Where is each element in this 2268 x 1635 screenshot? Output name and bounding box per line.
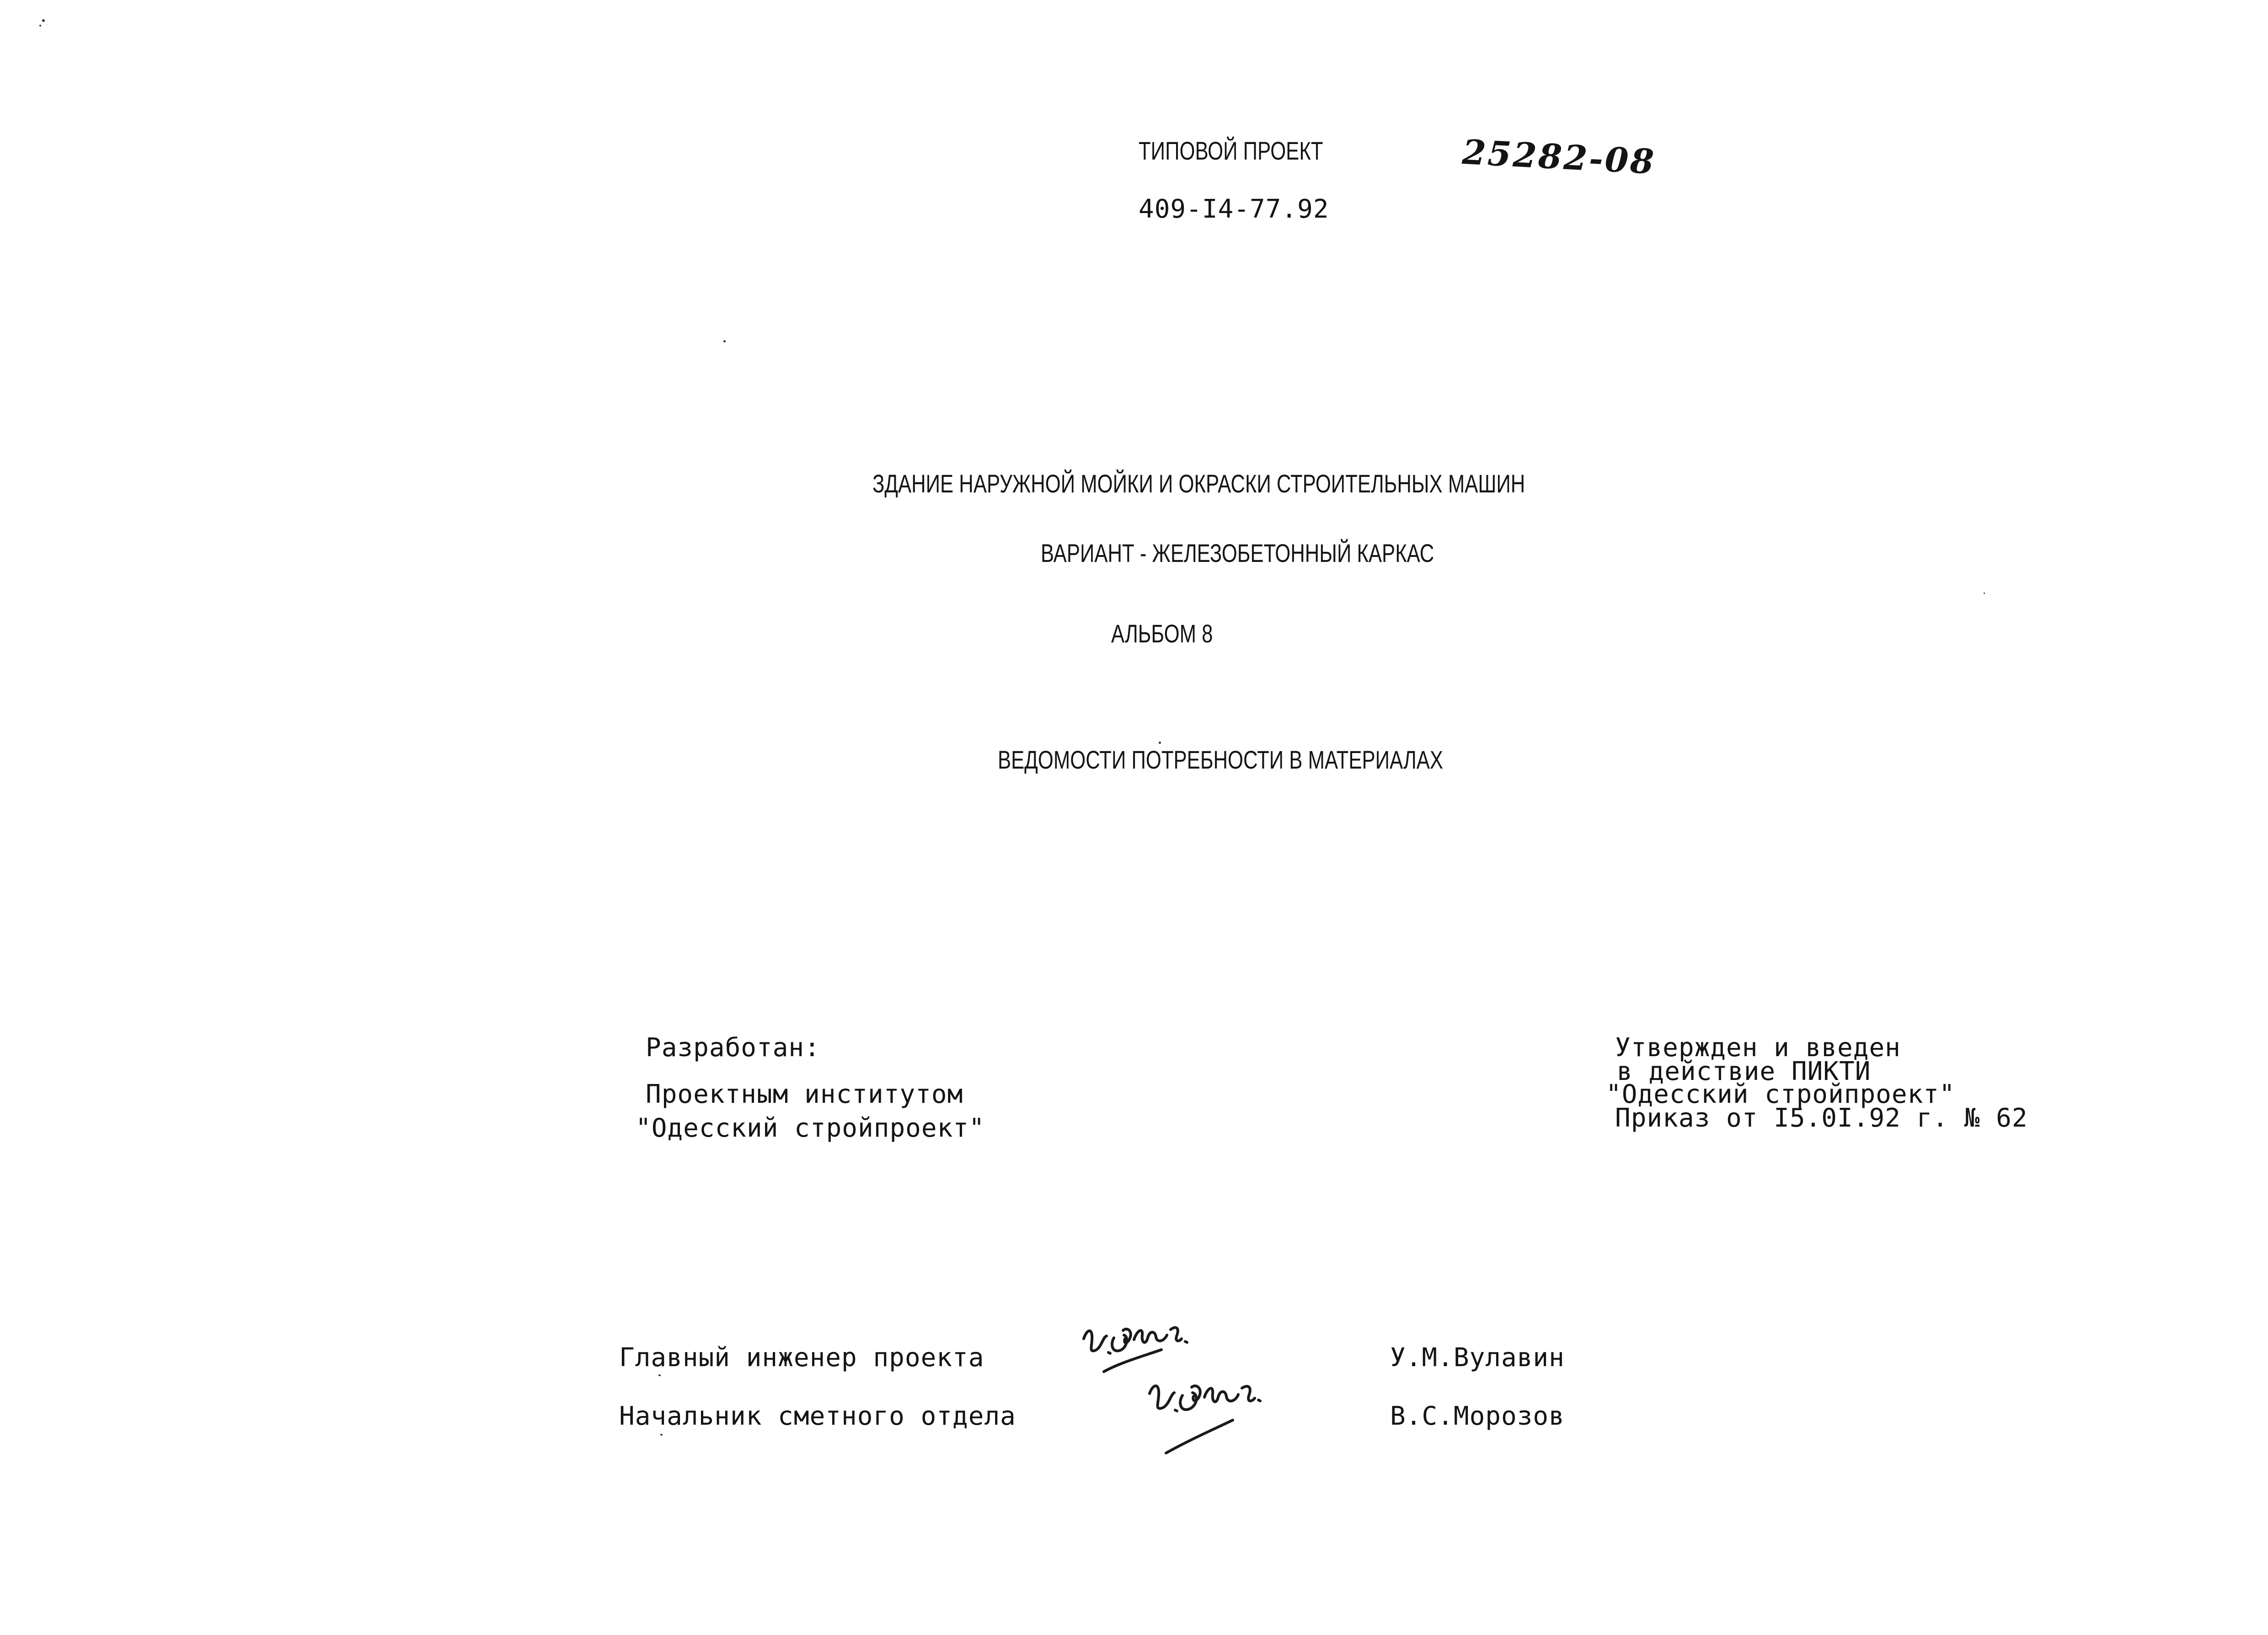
variant-title: ВАРИАНТ - ЖЕЛЕЗОБЕТОННЫЙ КАРКАС (1041, 539, 1434, 567)
chief-engineer-role: Главный инженер проекта (619, 1343, 984, 1373)
scan-speck (723, 340, 726, 342)
estimate-head-role: Начальник сметного отдела (619, 1401, 1016, 1431)
scan-speck (658, 1374, 661, 1376)
building-title: ЗДАНИЕ НАРУЖНОЙ МОЙКИ И ОКРАСКИ СТРОИТЕЛЬНЫХ МАШИН (872, 469, 1525, 498)
developer-institute: Проектным институтом (646, 1079, 963, 1109)
approval-line-2: в действие ПИКТИ (1617, 1057, 1871, 1086)
inventory-number: 25282-08 (1461, 133, 1657, 182)
scan-speck (1984, 593, 1985, 594)
album-title: АЛЬБОМ 8 (1111, 619, 1213, 648)
scan-speck (39, 25, 41, 27)
scan-speck (42, 19, 45, 22)
estimate-head-name: В.С.Морозов (1390, 1401, 1565, 1431)
approval-order: Приказ от I5.0I.92 г. № 62 (1615, 1103, 2028, 1133)
scan-speck (660, 1434, 663, 1436)
album-subject: ВЕДОМОСТИ ПОТРЕБНОСТИ В МАТЕРИАЛАХ (998, 745, 1444, 774)
approval-line-3: "Одесский стройпроект" (1606, 1079, 1955, 1109)
scan-speck (1159, 742, 1161, 744)
approval-line-1: Утвержден и введен (1615, 1033, 1901, 1063)
project-type-label: ТИПОВОЙ ПРОЕКТ (1139, 136, 1323, 165)
developer-organization: "Одесский стройпроект" (636, 1113, 985, 1143)
project-code: 409-I4-77.92 (1139, 194, 1329, 224)
estimate-head-signature (1143, 1376, 1280, 1463)
chief-engineer-name: У.М.Вулавин (1390, 1343, 1565, 1373)
developer-label: Разработан: (646, 1033, 820, 1063)
